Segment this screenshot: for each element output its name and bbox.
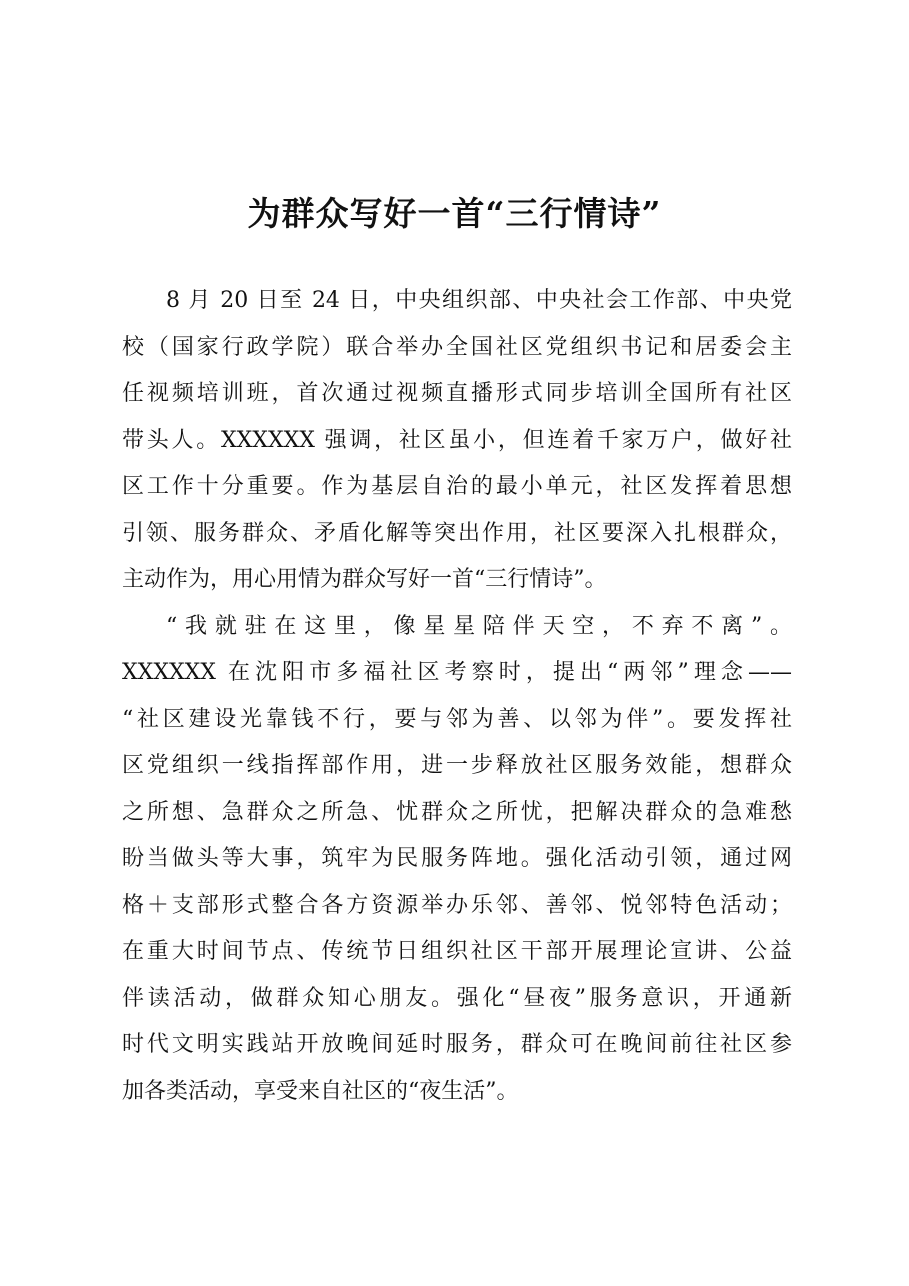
paragraph-line: 格＋支部形式整合各方资源举办乐邻、善邻、悦邻特色活动； xyxy=(122,892,792,918)
paragraph-line: 在重大时间节点、传统节日组织社区干部开展理论宣讲、公益 xyxy=(122,939,792,964)
paragraph-line: 之所想、急群众之所急、忧群众之所忧，把解决群众的急难愁 xyxy=(122,799,792,825)
document-body xyxy=(122,278,792,1115)
document-title: 为群众写好一首“三行情诗” xyxy=(247,194,662,233)
paragraph-line: 任视频培训班，首次通过视频直播形式同步培训全国所有社区 xyxy=(122,381,792,406)
paragraph-line: 引领、服务群众、矛盾化解等突出作用，社区要深入扎根群众， xyxy=(122,520,792,546)
paragraph-line: 加各类活动，享受来自社区的“夜生活”。 xyxy=(122,1078,519,1104)
paragraph-line: “社区建设光靠钱不行，要与邻为善、以邻为伴”。要发挥社 xyxy=(122,706,792,732)
paragraph-1 xyxy=(122,278,792,604)
paragraph-line: 区党组织一线指挥部作用，进一步释放社区服务效能，想群众 xyxy=(122,753,792,778)
paragraph-line: 带头人。XXXXXX 强调，社区虽小，但连着千家万户，做好社 xyxy=(122,427,792,453)
paragraph-line: 8 月 20 日至 24 日，中央组织部、中央社会工作部、中央党 xyxy=(166,288,792,313)
paragraph-line: 主动作为，用心用情为群众写好一首“三行情诗”。 xyxy=(122,567,607,592)
paragraph-line: 时代文明实践站开放晚间延时服务，群众可在晚间前往社区参 xyxy=(122,1032,792,1057)
paragraph-2 xyxy=(122,604,792,1116)
paragraph-line: 伴读活动，做群众知心朋友。强化“昼夜”服务意识，开通新 xyxy=(122,985,792,1011)
paragraph-line: 校（国家行政学院）联合举办全国社区党组织书记和居委会主 xyxy=(122,334,792,360)
paragraph-line: XXXXXX 在沈阳市多福社区考察时，提出“两邻”理念—— xyxy=(122,660,792,685)
paragraph-line: “我就驻在这里，像星星陪伴天空，不弃不离”。 xyxy=(166,613,792,639)
paragraph-line: 盼当做头等大事，筑牢为民服务阵地。强化活动引领，通过网 xyxy=(122,846,792,871)
paragraph-line: 区工作十分重要。作为基层自治的最小单元，社区发挥着思想 xyxy=(122,474,792,499)
